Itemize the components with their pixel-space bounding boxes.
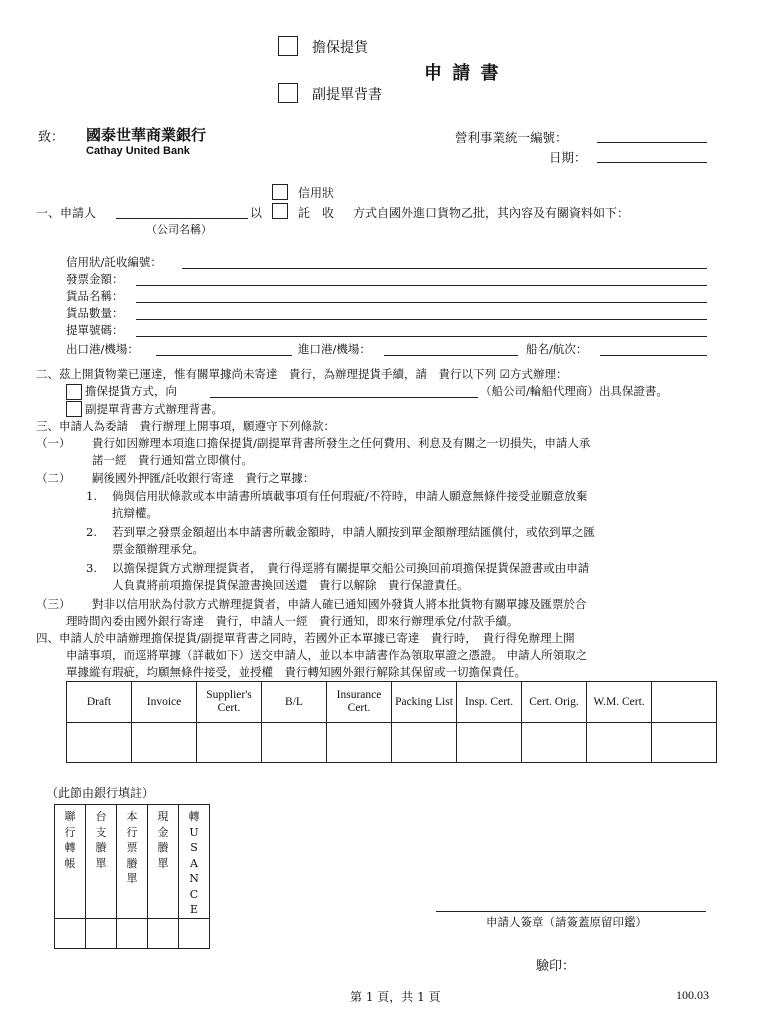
doc-header-wm-cert: W.M. Cert. bbox=[587, 682, 652, 723]
import-port-field[interactable] bbox=[384, 355, 518, 356]
goods-name-label: 貨品名稱： bbox=[66, 289, 124, 303]
bank-col-branch-transfer-label: 聯行轉帳 bbox=[64, 810, 76, 870]
lc-no-label: 信用狀/託收編號： bbox=[66, 255, 162, 269]
sub2-line2: 票金額辦理承兌。 bbox=[112, 542, 204, 556]
export-port-label: 出口港/機場： bbox=[66, 342, 139, 356]
doc-header-draft: Draft bbox=[67, 682, 132, 723]
bank-col-branch-transfer bbox=[55, 805, 86, 919]
doc-count-cell[interactable] bbox=[457, 723, 522, 763]
section1-suffix: 方式自國外進口貨物乙批，其內容及有關資料如下： bbox=[353, 206, 630, 220]
vessel-label: 船名/航次： bbox=[526, 342, 588, 356]
bank-name-en: Cathay United Bank bbox=[86, 145, 190, 157]
bank-entry-cell[interactable] bbox=[86, 918, 117, 948]
sub2-line1: 若到單之發票金額超出本申請書所載金額時，申請人願按到單金額辦理結匯償付，或依到單之匯 bbox=[112, 525, 595, 539]
section1-prefix: 一、申請人 bbox=[36, 206, 97, 220]
invoice-amount-label: 發票金額： bbox=[66, 272, 124, 286]
tax-id-label: 營利事業統一編號： bbox=[455, 130, 568, 145]
import-port-label: 進口港/機場： bbox=[298, 342, 371, 356]
clause2-line1: 嗣後國外押匯/託收銀行寄達 貴行之單據： bbox=[92, 471, 315, 485]
documents-table bbox=[66, 681, 717, 763]
guarantee-delivery-label: 擔保提貨 bbox=[312, 40, 368, 56]
section1-with: 以 bbox=[250, 206, 263, 220]
doc-count-cell[interactable] bbox=[587, 723, 652, 763]
doc-count-cell[interactable] bbox=[392, 723, 457, 763]
bank-entry-cell[interactable] bbox=[148, 918, 179, 948]
sub3-line2: 人負責將前項擔保提貨保證書換回送還 貴行以解除 貴行保證責任。 bbox=[112, 578, 469, 592]
doc-count-cell[interactable] bbox=[262, 723, 327, 763]
clause3-line2: 理時間內委由國外銀行寄達 貴行，申請人一經 貴行通知，即來行辦理承兌/付款手續。 bbox=[66, 614, 519, 628]
lc-checkbox[interactable] bbox=[272, 184, 288, 200]
verify-seal-label: 驗印： bbox=[536, 959, 576, 974]
guarantee-delivery-checkbox[interactable] bbox=[278, 36, 298, 56]
applicant-name-field[interactable] bbox=[116, 218, 248, 219]
bank-col-own-check bbox=[117, 805, 148, 919]
guarantee-method-suffix: （船公司/輪船代理商）出具保證書。 bbox=[480, 384, 668, 398]
date-label: 日期： bbox=[549, 150, 587, 165]
bank-col-own-check-label: 本行票賸單 bbox=[126, 810, 138, 885]
vessel-field[interactable] bbox=[600, 355, 707, 356]
bl-endorsement-checkbox[interactable] bbox=[278, 83, 298, 103]
to-label: 致： bbox=[38, 130, 65, 145]
collection-checkbox[interactable] bbox=[272, 203, 288, 219]
doc-count-cell[interactable] bbox=[652, 723, 717, 763]
endorsement-method-checkbox[interactable] bbox=[66, 401, 82, 417]
shipping-company-field[interactable] bbox=[210, 397, 478, 398]
doc-count-cell[interactable] bbox=[197, 723, 262, 763]
doc-header-insp-cert: Insp. Cert. bbox=[457, 682, 522, 723]
bank-entry-cell[interactable] bbox=[179, 918, 210, 948]
bank-col-usance bbox=[179, 805, 210, 919]
page-number: 第 1 頁，共 1 頁 bbox=[350, 990, 441, 1004]
clause1-line1: 貴行如因辦理本項進口擔保提貨/副提單背書所發生之任何費用、利息及有關之一切損失，申請人承 bbox=[92, 436, 591, 450]
sub3-line1: 以擔保提貨方式辦理提貨者， 貴行得逕將有關提單交船公司換回前項擔保提貨保證書或由申請 bbox=[112, 561, 590, 575]
bank-col-cash bbox=[148, 805, 179, 919]
form-version: 100.03 bbox=[676, 988, 709, 1002]
goods-name-field[interactable] bbox=[136, 302, 707, 303]
doc-header-insurance-cert: Insurance Cert. bbox=[327, 682, 392, 723]
doc-header-supplier-cert: Supplier's Cert. bbox=[197, 682, 262, 723]
doc-count-cell[interactable] bbox=[132, 723, 197, 763]
tax-id-field[interactable] bbox=[597, 142, 707, 143]
signature-label: 申請人簽章（請簽蓋原留印鑑） bbox=[486, 915, 647, 929]
guarantee-method-label: 擔保提貨方式，向 bbox=[85, 384, 177, 398]
export-port-field[interactable] bbox=[156, 355, 292, 356]
sub3-number: 3. bbox=[86, 561, 97, 575]
bank-col-tw-check-label: 台支賸單 bbox=[95, 810, 107, 870]
doc-header-blank bbox=[652, 682, 717, 723]
sub1-number: 1. bbox=[86, 489, 97, 503]
date-field[interactable] bbox=[597, 162, 707, 163]
doc-header-cert-orig: Cert. Orig. bbox=[522, 682, 587, 723]
sub1-line2: 抗辯權。 bbox=[112, 506, 158, 520]
company-name-hint: （公司名稱） bbox=[146, 223, 212, 236]
collection-label: 託 收 bbox=[298, 206, 335, 220]
page-title: 申 請 書 bbox=[424, 63, 501, 84]
section4-line1: 四、申請人於申請辦理擔保提貨/副提單背書之同時，若國外正本單據已寄達 貴行時， 貴行得免辦理上開 bbox=[36, 631, 575, 645]
doc-count-cell[interactable] bbox=[522, 723, 587, 763]
bank-name-zh: 國泰世華商業銀行 bbox=[86, 126, 207, 144]
bank-use-note: （此節由銀行填註） bbox=[46, 786, 155, 800]
invoice-amount-field[interactable] bbox=[136, 285, 707, 286]
bl-no-field[interactable] bbox=[136, 336, 707, 337]
section3-intro: 三、申請人為委請 貴行辦理上開事項，願遵守下列條款： bbox=[36, 419, 335, 433]
bank-use-table bbox=[54, 804, 210, 949]
guarantee-method-checkbox[interactable] bbox=[66, 384, 82, 400]
clause1-line2: 諾一經 貴行通知當立即償付。 bbox=[92, 453, 253, 467]
sub1-line1: 倘與信用狀條款或本申請書所填載事項有任何瑕疵/不符時，申請人願意無條件接受並願意放棄 bbox=[112, 489, 588, 503]
clause3-number: （三） bbox=[36, 597, 71, 611]
bank-col-usance-label: 轉USANCE bbox=[188, 810, 200, 916]
endorsement-method-label: 副提單背書方式辦理背書。 bbox=[85, 402, 223, 416]
sub2-number: 2. bbox=[86, 525, 97, 539]
section2-intro: 二、茲上開貨物業已運達，惟有關單據尚未寄達 貴行，為辦理提貨手續，請 貴行以下列 ☑方式辦理： bbox=[36, 367, 568, 381]
bank-entry-cell[interactable] bbox=[117, 918, 148, 948]
clause3-line1: 對非以信用狀為付款方式辦理提貨者，申請人確已通知國外發貨人將本批貨物有關單據及匯票於合 bbox=[92, 597, 587, 611]
bl-no-label: 提單號碼： bbox=[66, 323, 124, 337]
doc-header-bl: B/L bbox=[262, 682, 327, 723]
bank-entry-cell[interactable] bbox=[55, 918, 86, 948]
lc-no-field[interactable] bbox=[182, 268, 707, 269]
lc-label: 信用狀 bbox=[298, 186, 335, 200]
doc-count-cell[interactable] bbox=[67, 723, 132, 763]
bank-col-cash-label: 現金賸單 bbox=[157, 810, 169, 870]
doc-count-cell[interactable] bbox=[327, 723, 392, 763]
doc-header-invoice: Invoice bbox=[132, 682, 197, 723]
section4-line3: 單據縱有瑕疵，均願無條件接受，並授權 貴行轉知國外銀行解除其保留或一切擔保責任。 bbox=[66, 665, 526, 679]
doc-header-packing-list: Packing List bbox=[392, 682, 457, 723]
clause2-number: （二） bbox=[36, 471, 71, 485]
section4-line2: 申請事項，而逕將單據（詳載如下）送交申請人，並以本申請書作為領取單證之憑證。 申請人所領取之 bbox=[66, 648, 588, 662]
bl-endorsement-label: 副提單背書 bbox=[312, 87, 382, 103]
goods-qty-label: 貨品數量： bbox=[66, 306, 124, 320]
bank-col-tw-check bbox=[86, 805, 117, 919]
goods-qty-field[interactable] bbox=[136, 319, 707, 320]
signature-line[interactable] bbox=[436, 911, 706, 912]
clause1-number: （一） bbox=[36, 436, 71, 450]
